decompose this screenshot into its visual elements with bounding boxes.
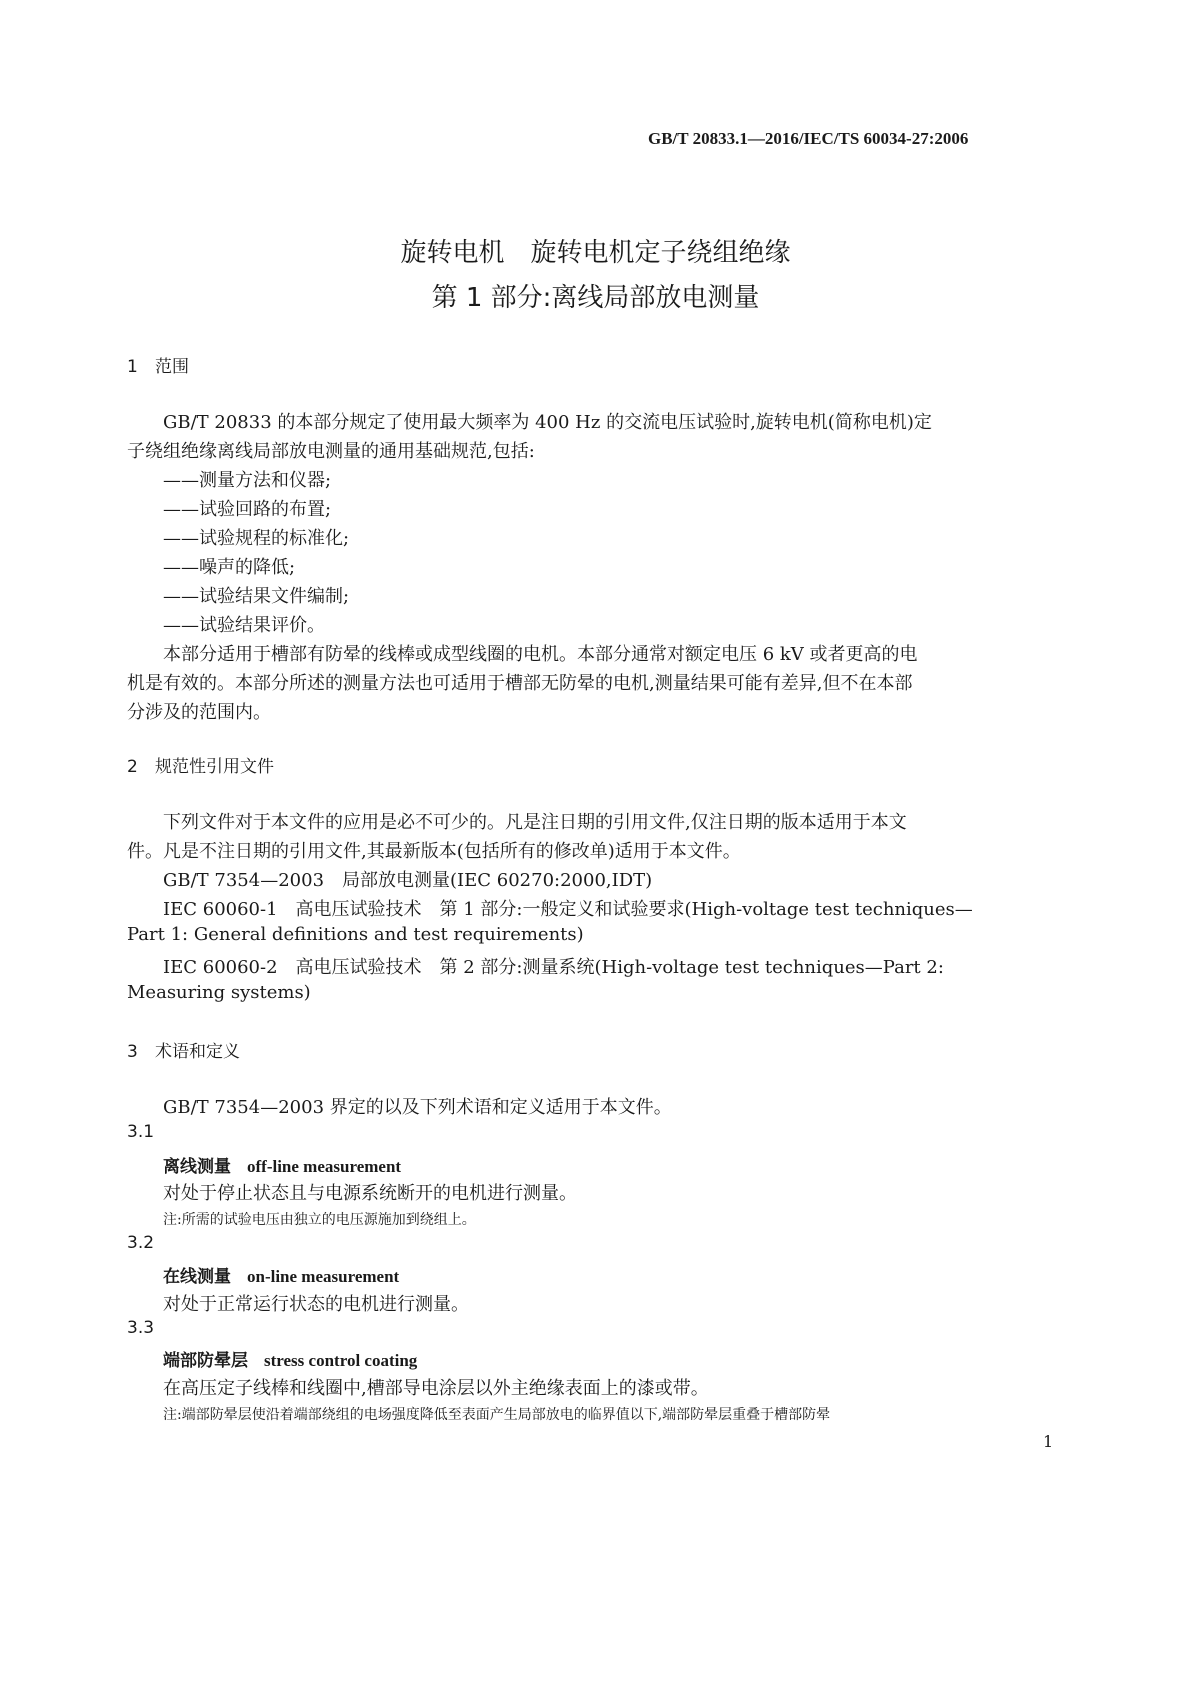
document-number: GB/T 20833.1—2016/IEC/TS 60034-27:2006	[648, 129, 969, 148]
paragraph-line: GB/T 7354—2003 界定的以及下列术语和定义适用于本文件。	[163, 1097, 672, 1118]
reference-item: GB/T 7354—2003 局部放电测量(IEC 60270:2000,IDT)	[163, 870, 653, 891]
term-definition: 对处于停止状态且与电源系统断开的电机进行测量。	[163, 1183, 577, 1204]
section-number: 2	[127, 757, 138, 777]
paragraph-line: 下列文件对于本文件的应用是必不可少的。凡是注日期的引用文件,仅注日期的版本适用于本文	[163, 812, 907, 833]
term-definition: 对处于正常运行状态的电机进行测量。	[163, 1294, 469, 1315]
term-en: off-line measurement	[247, 1157, 402, 1176]
list-item: ——测量方法和仪器;	[163, 470, 332, 491]
paragraph-line: GB/T 20833 的本部分规定了使用最大频率为 400 Hz 的交流电压试验时,旋转电机(简称电机)定	[163, 412, 932, 433]
list-item: ——噪声的降低;	[163, 557, 296, 578]
section-3-heading	[127, 1037, 240, 1062]
reference-item-continued: Measuring systems)	[127, 982, 311, 1003]
term-title	[163, 1262, 399, 1287]
section-number: 3	[127, 1042, 138, 1062]
term-title	[163, 1152, 401, 1177]
list-item: ——试验回路的布置;	[163, 499, 332, 520]
section-title: 规范性引用文件	[155, 757, 274, 777]
section-2-heading	[127, 752, 274, 777]
page-number: 1	[1043, 1432, 1054, 1451]
term-title	[163, 1346, 417, 1371]
reference-item-continued: Part 1: General definitions and test requirements)	[127, 924, 584, 945]
term-number: 3.1	[127, 1122, 155, 1142]
list-item: ——试验结果评价。	[163, 615, 325, 636]
term-zh: 离线测量	[163, 1157, 231, 1177]
term-number: 3.3	[127, 1318, 155, 1338]
reference-item: IEC 60060-2 高电压试验技术 第 2 部分:测量系统(High-voltage test techniques—Part 2:	[163, 957, 944, 978]
term-zh: 端部防晕层	[163, 1351, 248, 1371]
list-item: ——试验结果文件编制;	[163, 586, 350, 607]
paragraph-line: 分涉及的范围内。	[127, 702, 271, 723]
term-zh: 在线测量	[163, 1267, 231, 1287]
section-number: 1	[127, 357, 138, 377]
term-note: 注:端部防晕层使沿着端部绕组的电场强度降低至表面产生局部放电的临界值以下,端部防晕层重叠于槽部防晕	[163, 1407, 831, 1423]
term-number: 3.2	[127, 1233, 155, 1253]
term-en: on-line measurement	[247, 1267, 400, 1286]
term-note: 注:所需的试验电压由独立的电压源施加到绕组上。	[163, 1212, 476, 1228]
term-en: stress control coating	[264, 1351, 418, 1370]
paragraph-line: 本部分适用于槽部有防晕的线棒或成型线圈的电机。本部分通常对额定电压 6 kV 或者更高的电	[163, 644, 918, 665]
paragraph-line: 机是有效的。本部分所述的测量方法也可适用于槽部无防晕的电机,测量结果可能有差异,但不在本部	[127, 673, 913, 694]
section-title: 术语和定义	[155, 1042, 240, 1062]
section-title: 范围	[155, 357, 189, 377]
paragraph-line: 件。凡是不注日期的引用文件,其最新版本(包括所有的修改单)适用于本文件。	[127, 841, 741, 862]
reference-item: IEC 60060-1 高电压试验技术 第 1 部分:一般定义和试验要求(High-voltage test techniques—	[163, 899, 973, 920]
title-line-2: 第 1 部分:离线局部放电测量	[431, 283, 760, 313]
term-definition: 在高压定子线棒和线圈中,槽部导电涂层以外主绝缘表面上的漆或带。	[163, 1378, 709, 1399]
title-line-1: 旋转电机 旋转电机定子绕组绝缘	[400, 238, 791, 268]
list-item: ——试验规程的标准化;	[163, 528, 350, 549]
paragraph-line: 子绕组绝缘离线局部放电测量的通用基础规范,包括:	[127, 441, 535, 462]
section-1-heading	[127, 352, 189, 377]
